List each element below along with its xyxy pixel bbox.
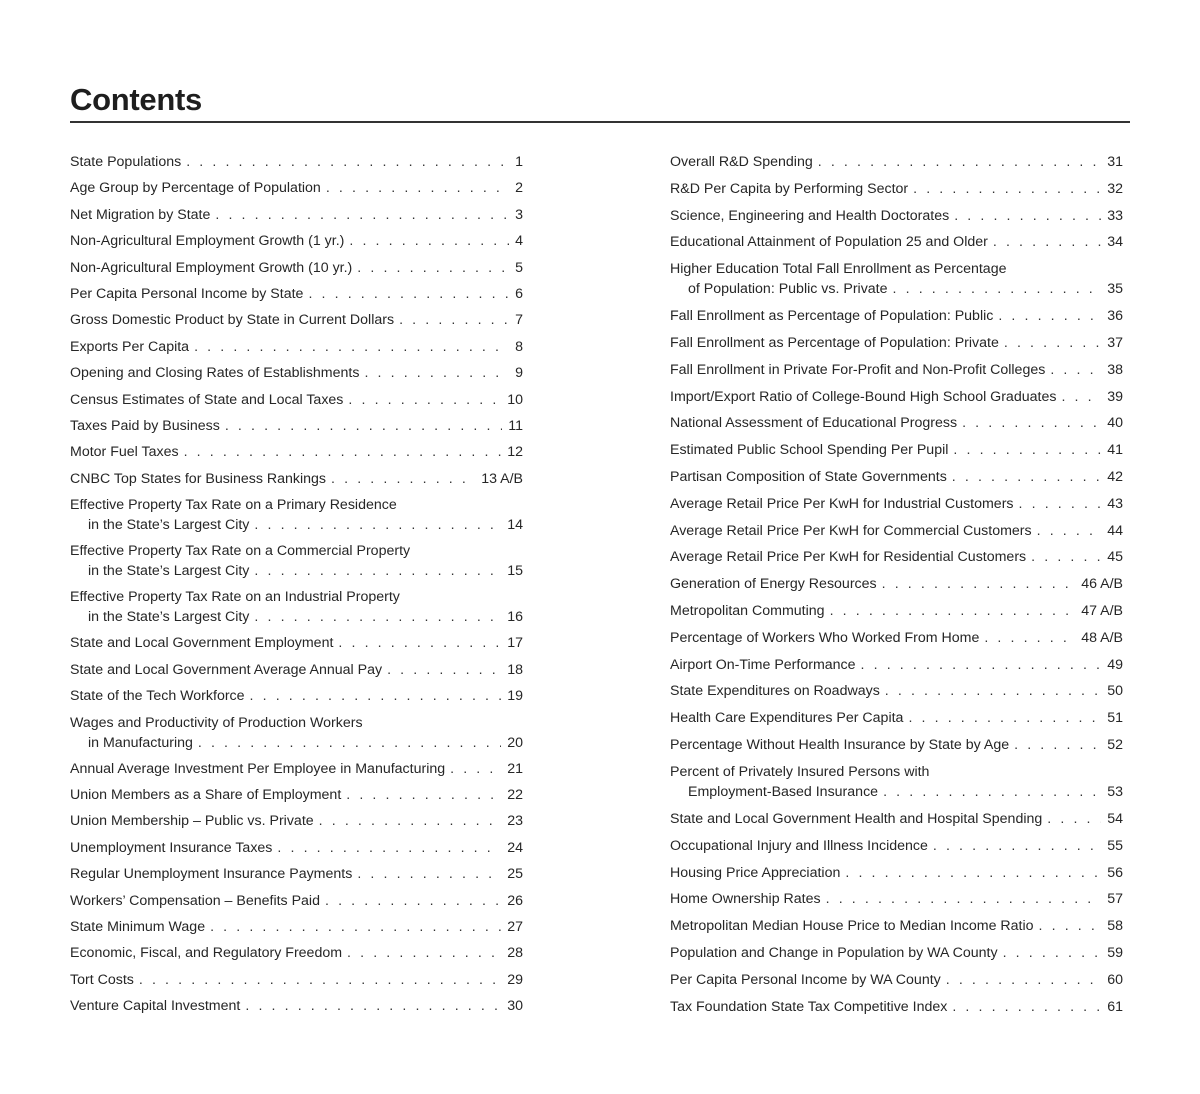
dot-leader xyxy=(861,655,1102,675)
toc-entry-page-number: 39 xyxy=(1107,388,1123,405)
toc-entry-page-number: 21 xyxy=(507,760,523,777)
dot-leader xyxy=(139,970,501,990)
dot-leader xyxy=(357,258,509,278)
toc-entry-page-number: 37 xyxy=(1107,335,1123,352)
toc-entry-left[interactable] xyxy=(70,390,523,416)
toc-entry-right[interactable] xyxy=(670,836,1123,863)
toc-entry-page-number: 14 xyxy=(507,517,523,534)
toc-entry-right[interactable] xyxy=(670,574,1123,601)
toc-entry-right[interactable] xyxy=(670,655,1123,682)
toc-entry-page-number: 51 xyxy=(1107,710,1123,727)
toc-entry-title: Economic, Fiscal, and Regulatory Freedom xyxy=(70,945,343,962)
dot-leader xyxy=(326,178,509,198)
toc-entry-right[interactable] xyxy=(670,916,1123,943)
toc-entry-page-number: 3 xyxy=(515,206,523,223)
toc-entry-title-continued: in the State’s Largest City xyxy=(88,563,250,580)
toc-entry-left[interactable] xyxy=(70,469,523,495)
toc-entry-title: Effective Property Tax Rate on a Commercial Property xyxy=(70,543,411,560)
toc-entry-title: Tort Costs xyxy=(70,971,134,988)
toc-entry-right[interactable] xyxy=(670,259,1123,306)
toc-entry-page-number: 55 xyxy=(1107,837,1123,854)
toc-entry-title: State Minimum Wage xyxy=(70,918,206,935)
toc-entry-title: Average Retail Price Per KwH for Commercial Customers xyxy=(670,522,1032,539)
toc-entry-right[interactable] xyxy=(670,152,1123,179)
dot-leader xyxy=(348,390,501,410)
dot-leader xyxy=(893,279,1102,299)
dot-leader xyxy=(245,996,501,1016)
title-rule xyxy=(70,121,1130,123)
toc-entry-left[interactable] xyxy=(70,363,523,389)
toc-entry-left[interactable] xyxy=(70,996,523,1022)
toc-entry-page-number: 35 xyxy=(1107,281,1123,298)
toc-entry-right[interactable] xyxy=(670,943,1123,970)
dot-leader xyxy=(184,442,502,462)
toc-entry-left[interactable] xyxy=(70,811,523,837)
toc-entry-title: Motor Fuel Taxes xyxy=(70,444,179,461)
toc-entry-title: State of the Tech Workforce xyxy=(70,688,245,705)
toc-entry-title-continued: Employment-Based Insurance xyxy=(688,783,879,800)
toc-entry-page-number: 59 xyxy=(1107,944,1123,961)
toc-entry-page-number: 40 xyxy=(1107,415,1123,432)
dot-leader xyxy=(952,467,1101,487)
toc-entry-right[interactable] xyxy=(670,889,1123,916)
dot-leader xyxy=(349,231,509,251)
toc-entry-left[interactable] xyxy=(70,205,523,231)
toc-entry-page-number: 28 xyxy=(507,945,523,962)
dot-leader xyxy=(826,889,1102,909)
toc-entry-page-number: 42 xyxy=(1107,469,1123,486)
toc-entry-right[interactable] xyxy=(670,206,1123,233)
toc-entry-page-number: 18 xyxy=(507,661,523,678)
toc-entry-title: State Expenditures on Roadways xyxy=(670,683,880,700)
toc-entry-page-number: 24 xyxy=(507,839,523,856)
toc-entry-title: State and Local Government Health and Hospital Spending xyxy=(670,810,1043,827)
dot-leader xyxy=(1039,916,1102,936)
toc-entry-title: Regular Unemployment Insurance Payments xyxy=(70,866,353,883)
dot-leader xyxy=(1004,333,1101,353)
toc-entry-left[interactable] xyxy=(70,258,523,284)
toc-entry-title: State and Local Government Average Annual Pay xyxy=(70,661,383,678)
toc-entry-title: Workers’ Compensation – Benefits Paid xyxy=(70,892,320,909)
toc-entry-page-number: 20 xyxy=(507,734,523,751)
toc-entry-left[interactable] xyxy=(70,495,523,541)
toc-entry-page-number: 33 xyxy=(1107,207,1123,224)
toc-entry-page-number: 46 A/B xyxy=(1081,576,1123,593)
toc-entry-title: Fall Enrollment in Private For-Profit and Non-Profit Colleges xyxy=(670,361,1046,378)
toc-entry-title: Per Capita Personal Income by WA County xyxy=(670,971,941,988)
toc-entry-title-continued: of Population: Public vs. Private xyxy=(688,281,888,298)
toc-entry-page-number: 52 xyxy=(1107,737,1123,754)
toc-entry-title: Annual Average Investment Per Employee in Manufacturing xyxy=(70,760,446,777)
toc-entry-title: Percent of Privately Insured Persons with xyxy=(670,763,930,780)
toc-column-right xyxy=(670,152,1123,1023)
toc-entry-left[interactable] xyxy=(70,686,523,712)
dot-leader xyxy=(364,363,509,383)
toc-entry-title: Percentage Without Health Insurance by State by Age xyxy=(670,737,1010,754)
toc-entry-page-number: 38 xyxy=(1107,361,1123,378)
dot-leader xyxy=(1050,360,1101,380)
toc-entry-right[interactable] xyxy=(670,681,1123,708)
toc-entry-page-number: 29 xyxy=(507,971,523,988)
dot-leader xyxy=(885,681,1101,701)
toc-entry-title: Union Members as a Share of Employment xyxy=(70,787,342,804)
dot-leader xyxy=(346,785,501,805)
dot-leader xyxy=(325,891,501,911)
toc-entry-page-number: 16 xyxy=(507,609,523,626)
toc-entry-title: Non-Agricultural Employment Growth (10 yr.) xyxy=(70,259,353,276)
dot-leader xyxy=(277,838,501,858)
toc-entry-right[interactable] xyxy=(670,387,1123,414)
toc-entry-left[interactable] xyxy=(70,759,523,785)
toc-entry-right[interactable] xyxy=(670,306,1123,333)
toc-entry-right[interactable] xyxy=(670,521,1123,548)
toc-entry-title: Wages and Productivity of Production Workers xyxy=(70,714,363,731)
dot-leader xyxy=(450,759,501,779)
toc-entry-left[interactable] xyxy=(70,970,523,996)
toc-entry-title: Fall Enrollment as Percentage of Population: Public xyxy=(670,308,994,325)
toc-entry-right[interactable] xyxy=(670,863,1123,890)
toc-entry-title: Net Migration by State xyxy=(70,206,211,223)
toc-entry-left[interactable] xyxy=(70,943,523,969)
toc-entry-title: Generation of Energy Resources xyxy=(670,576,877,593)
toc-entry-page-number: 5 xyxy=(515,259,523,276)
toc-column-left xyxy=(70,152,523,1023)
toc-entry-title: Union Membership – Public vs. Private xyxy=(70,813,314,830)
page-title: Contents xyxy=(70,82,202,117)
toc-entry-title: Effective Property Tax Rate on a Primary Residence xyxy=(70,497,397,514)
toc-entry-title: Airport On-Time Performance xyxy=(670,656,856,673)
toc-entry-page-number: 32 xyxy=(1107,180,1123,197)
dot-leader xyxy=(908,708,1101,728)
toc-entry-page-number: 26 xyxy=(507,892,523,909)
toc-entry-left[interactable] xyxy=(70,541,523,587)
toc-entry-page-number: 30 xyxy=(507,998,523,1015)
toc-entry-page-number: 41 xyxy=(1107,442,1123,459)
toc-entry-right[interactable] xyxy=(670,440,1123,467)
toc-entry-right[interactable] xyxy=(670,232,1123,259)
toc-entry-right[interactable] xyxy=(670,413,1123,440)
toc-entry-title-continued: in the State’s Largest City xyxy=(88,517,250,534)
toc-entry-page-number: 23 xyxy=(507,813,523,830)
toc-entry-page-number: 61 xyxy=(1107,998,1123,1015)
toc-entry-left[interactable] xyxy=(70,284,523,310)
toc-entry-title: State and Local Government Employment xyxy=(70,635,334,652)
toc-entry-left[interactable] xyxy=(70,891,523,917)
toc-entry-page-number: 57 xyxy=(1107,891,1123,908)
dot-leader xyxy=(347,943,501,963)
toc-entry-left[interactable] xyxy=(70,337,523,363)
toc-entry-left[interactable] xyxy=(70,310,523,336)
toc-entry-page-number: 43 xyxy=(1107,495,1123,512)
toc-entry-left[interactable] xyxy=(70,838,523,864)
dot-leader xyxy=(254,607,501,627)
dot-leader xyxy=(913,179,1101,199)
toc-entry-right[interactable] xyxy=(670,997,1123,1024)
toc-entry-page-number: 25 xyxy=(507,866,523,883)
dot-leader xyxy=(387,660,501,680)
toc-entry-page-number: 27 xyxy=(507,918,523,935)
toc-entry-right[interactable] xyxy=(670,628,1123,655)
toc-entry-title: Occupational Injury and Illness Incidence xyxy=(670,837,928,854)
toc-entry-title: Opening and Closing Rates of Establishments xyxy=(70,365,360,382)
toc-entry-page-number: 2 xyxy=(515,180,523,197)
dot-leader xyxy=(210,917,501,937)
dot-leader xyxy=(993,232,1101,252)
dot-leader xyxy=(194,337,509,357)
toc-entry-page-number: 34 xyxy=(1107,234,1123,251)
toc-entry-title: Higher Education Total Fall Enrollment as Percentage xyxy=(670,261,1007,278)
toc-entry-title: Tax Foundation State Tax Competitive Index xyxy=(670,998,948,1015)
dot-leader xyxy=(952,997,1101,1017)
dot-leader xyxy=(215,205,509,225)
toc-entry-page-number: 12 xyxy=(507,444,523,461)
toc-entry-left[interactable] xyxy=(70,633,523,659)
toc-entry-title-continued: in Manufacturing xyxy=(88,734,193,751)
toc-entry-title: Metropolitan Commuting xyxy=(670,603,825,620)
toc-entry-left[interactable] xyxy=(70,917,523,943)
toc-entry-left[interactable] xyxy=(70,785,523,811)
toc-entry-title: Percentage of Workers Who Worked From Home xyxy=(670,629,980,646)
toc-entry-title: Partisan Composition of State Governments xyxy=(670,469,947,486)
dot-leader xyxy=(845,863,1101,883)
toc-entry-page-number: 19 xyxy=(507,688,523,705)
dot-leader xyxy=(1037,521,1102,541)
dot-leader xyxy=(338,633,501,653)
toc-entry-right[interactable] xyxy=(670,970,1123,997)
dot-leader xyxy=(250,686,502,706)
dot-leader xyxy=(399,310,509,330)
toc-entry-left[interactable] xyxy=(70,231,523,257)
toc-entry-page-number: 47 A/B xyxy=(1081,603,1123,620)
dot-leader xyxy=(933,836,1101,856)
toc-entry-page-number: 6 xyxy=(515,285,523,302)
toc-entry-page-number: 60 xyxy=(1107,971,1123,988)
toc-entry-title: Import/Export Ratio of College-Bound High School Graduates xyxy=(670,388,1057,405)
dot-leader xyxy=(946,970,1101,990)
toc-entry-page-number: 36 xyxy=(1107,308,1123,325)
toc-entry-page-number: 22 xyxy=(507,787,523,804)
dot-leader xyxy=(186,152,509,172)
toc-entry-title: Gross Domestic Product by State in Current Dollars xyxy=(70,312,395,329)
toc-entry-left[interactable] xyxy=(70,442,523,468)
toc-entry-page-number: 31 xyxy=(1107,154,1123,170)
toc-entry-right[interactable] xyxy=(670,333,1123,360)
toc-entry-title: Health Care Expenditures Per Capita xyxy=(670,710,904,727)
toc-entry-right[interactable] xyxy=(670,762,1123,809)
toc-entry-title: Home Ownership Rates xyxy=(670,891,821,908)
toc-entry-title: Science, Engineering and Health Doctorates xyxy=(670,207,950,224)
toc-entry-title: National Assessment of Educational Progress xyxy=(670,415,958,432)
dot-leader xyxy=(818,152,1101,172)
dot-leader xyxy=(1047,809,1101,829)
toc-entry-title: State Populations xyxy=(70,154,182,170)
toc-entry-page-number: 17 xyxy=(507,635,523,652)
toc-entry-title: Population and Change in Population by WA County xyxy=(670,944,998,961)
toc-entry-title: Taxes Paid by Business xyxy=(70,417,220,434)
toc-entry-title: Effective Property Tax Rate on an Industrial Property xyxy=(70,589,400,606)
toc-entry-title: Housing Price Appreciation xyxy=(670,864,841,881)
toc-entry-right[interactable] xyxy=(670,179,1123,206)
toc-entry-right[interactable] xyxy=(670,360,1123,387)
toc-entry-title: Estimated Public School Spending Per Pupil xyxy=(670,442,949,459)
toc-entry-title: Census Estimates of State and Local Taxes xyxy=(70,391,344,408)
dot-leader xyxy=(953,440,1101,460)
toc-entry-right[interactable] xyxy=(670,809,1123,836)
dot-leader xyxy=(331,469,475,489)
toc-entry-title: Fall Enrollment as Percentage of Population: Private xyxy=(670,335,999,352)
dot-leader xyxy=(1003,943,1102,963)
toc-entry-title: Educational Attainment of Population 25 and Older xyxy=(670,234,988,251)
toc-entry-page-number: 4 xyxy=(515,233,523,250)
toc-entry-right[interactable] xyxy=(670,467,1123,494)
toc-entry-right[interactable] xyxy=(670,601,1123,628)
toc-entry-page-number: 1 xyxy=(515,154,523,170)
toc-entry-left[interactable] xyxy=(70,660,523,686)
toc-entry-title: Venture Capital Investment xyxy=(70,998,241,1015)
toc-entry-left[interactable] xyxy=(70,178,523,204)
toc-entry-right[interactable] xyxy=(670,547,1123,574)
dot-leader xyxy=(319,811,502,831)
toc-entry-title: Non-Agricultural Employment Growth (1 yr.) xyxy=(70,233,345,250)
dot-leader xyxy=(1014,735,1101,755)
toc-entry-page-number: 11 xyxy=(508,417,523,434)
toc-entry-right[interactable] xyxy=(670,708,1123,735)
toc-entry-title: Unemployment Insurance Taxes xyxy=(70,839,273,856)
dot-leader xyxy=(830,601,1076,621)
toc-entry-page-number: 15 xyxy=(507,563,523,580)
dot-leader xyxy=(1031,547,1101,567)
toc-entry-title: R&D Per Capita by Performing Sector xyxy=(670,180,909,197)
toc-entry-title: Average Retail Price Per KwH for Residential Customers xyxy=(670,549,1027,566)
toc-entry-left[interactable] xyxy=(70,416,523,442)
dot-leader xyxy=(1061,387,1101,407)
toc-entry-right[interactable] xyxy=(670,735,1123,762)
dot-leader xyxy=(254,515,501,535)
toc-entry-title: Metropolitan Median House Price to Median Income Ratio xyxy=(670,918,1034,935)
toc-entry-page-number: 58 xyxy=(1107,918,1123,935)
toc-entry-page-number: 10 xyxy=(507,391,523,408)
toc-entry-left[interactable] xyxy=(70,713,523,759)
toc-entry-left[interactable] xyxy=(70,152,523,178)
toc-entry-page-number: 53 xyxy=(1107,783,1123,800)
toc-entry-page-number: 44 xyxy=(1107,522,1123,539)
dot-leader xyxy=(254,561,501,581)
toc-entry-title: Overall R&D Spending xyxy=(670,154,813,170)
dot-leader xyxy=(962,413,1101,433)
toc-entry-left[interactable] xyxy=(70,587,523,633)
toc-entry-page-number: 56 xyxy=(1107,864,1123,881)
dot-leader xyxy=(883,782,1101,802)
toc-entry-page-number: 7 xyxy=(515,312,523,329)
toc-entry-title: Age Group by Percentage of Population xyxy=(70,180,321,197)
dot-leader xyxy=(954,206,1101,226)
toc-entry-title: Exports Per Capita xyxy=(70,338,190,355)
toc-entry-title-continued: in the State’s Largest City xyxy=(88,609,250,626)
toc-entry-left[interactable] xyxy=(70,864,523,890)
toc-entry-right[interactable] xyxy=(670,494,1123,521)
toc-entry-page-number: 45 xyxy=(1107,549,1123,566)
dot-leader xyxy=(225,416,502,436)
dot-leader xyxy=(357,864,501,884)
toc-entry-page-number: 54 xyxy=(1107,810,1123,827)
dot-leader xyxy=(198,733,501,753)
dot-leader xyxy=(882,574,1076,594)
dot-leader xyxy=(998,306,1101,326)
toc-entry-title: Per Capita Personal Income by State xyxy=(70,285,304,302)
toc-entry-page-number: 49 xyxy=(1107,656,1123,673)
toc-entry-title: Average Retail Price Per KwH for Industrial Customers xyxy=(670,495,1014,512)
toc-entry-page-number: 50 xyxy=(1107,683,1123,700)
toc-entry-page-number: 9 xyxy=(515,365,523,382)
toc-entry-page-number: 8 xyxy=(515,338,523,355)
toc-entry-page-number: 13 A/B xyxy=(481,470,523,487)
dot-leader xyxy=(984,628,1075,648)
dot-leader xyxy=(1019,494,1102,514)
dot-leader xyxy=(308,284,509,304)
toc-entry-page-number: 48 A/B xyxy=(1081,629,1123,646)
toc-entry-title: CNBC Top States for Business Rankings xyxy=(70,470,327,487)
